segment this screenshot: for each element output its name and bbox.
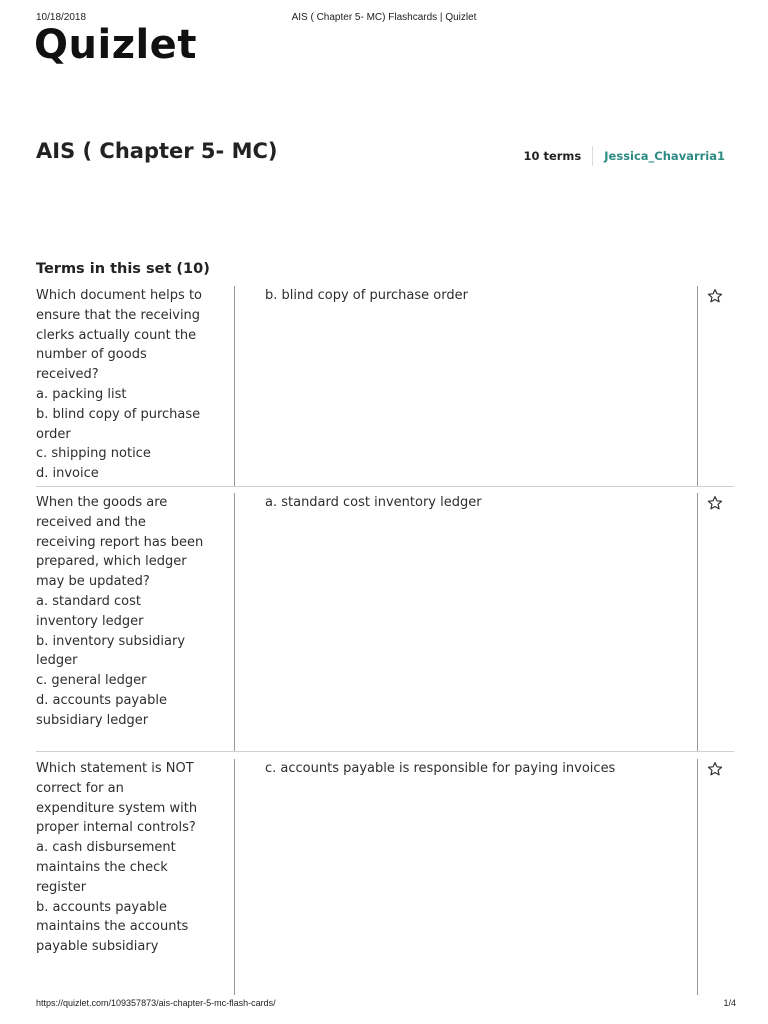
card-term: Which document helps to ensure that the receiving clerks actually count the number of goods received? a. packing list b. blind copy of purchase order c. shipping notice d. invoice [36,288,203,482]
column-divider [697,286,698,486]
card-row [36,286,734,487]
card-term: Which statement is NOT correct for an expenditure system with proper internal controls? a. cash disbursement maintains the check register b. accounts payable maintains the accounts payable subsidiary [36,761,198,955]
card-definition: b. blind copy of purchase order [265,288,468,303]
set-title: AIS ( Chapter 5- MC) [36,139,278,163]
card-definition: c. accounts payable is responsible for paying invoices [265,761,616,776]
column-divider [697,759,698,995]
print-date: 10/18/2018 [36,12,87,23]
card-definition: a. standard cost inventory ledger [265,495,482,510]
card-term: When the goods are received and the receiving report has been prepared, which ledger may be updated? a. standard cost inventory ledger b. inventory subsidiary ledger c. general ledger d. accounts payable subsidiary ledger [36,495,204,728]
print-footer [0,998,768,1012]
terms-count: 10 terms [523,149,582,163]
column-divider [697,493,698,751]
page-number: 1/4 [723,998,736,1008]
set-meta [523,146,725,166]
star-icon[interactable] [707,761,723,777]
page-url: https://quizlet.com/109357873/ais-chapter-5-mc-flash-cards/ [36,998,276,1008]
column-divider [234,759,235,995]
star-icon[interactable] [707,495,723,511]
quizlet-logo[interactable]: Quizlet [34,22,197,68]
star-icon[interactable] [707,288,723,304]
meta-divider [592,146,593,166]
card-row [36,493,734,752]
card-row [36,759,734,995]
column-divider [234,493,235,751]
print-document-title: AIS ( Chapter 5- MC) Flashcards | Quizlet [291,12,477,23]
section-title: Terms in this set (10) [36,261,210,277]
author-link[interactable]: Jessica_Chavarria1 [604,149,725,163]
column-divider [234,286,235,486]
